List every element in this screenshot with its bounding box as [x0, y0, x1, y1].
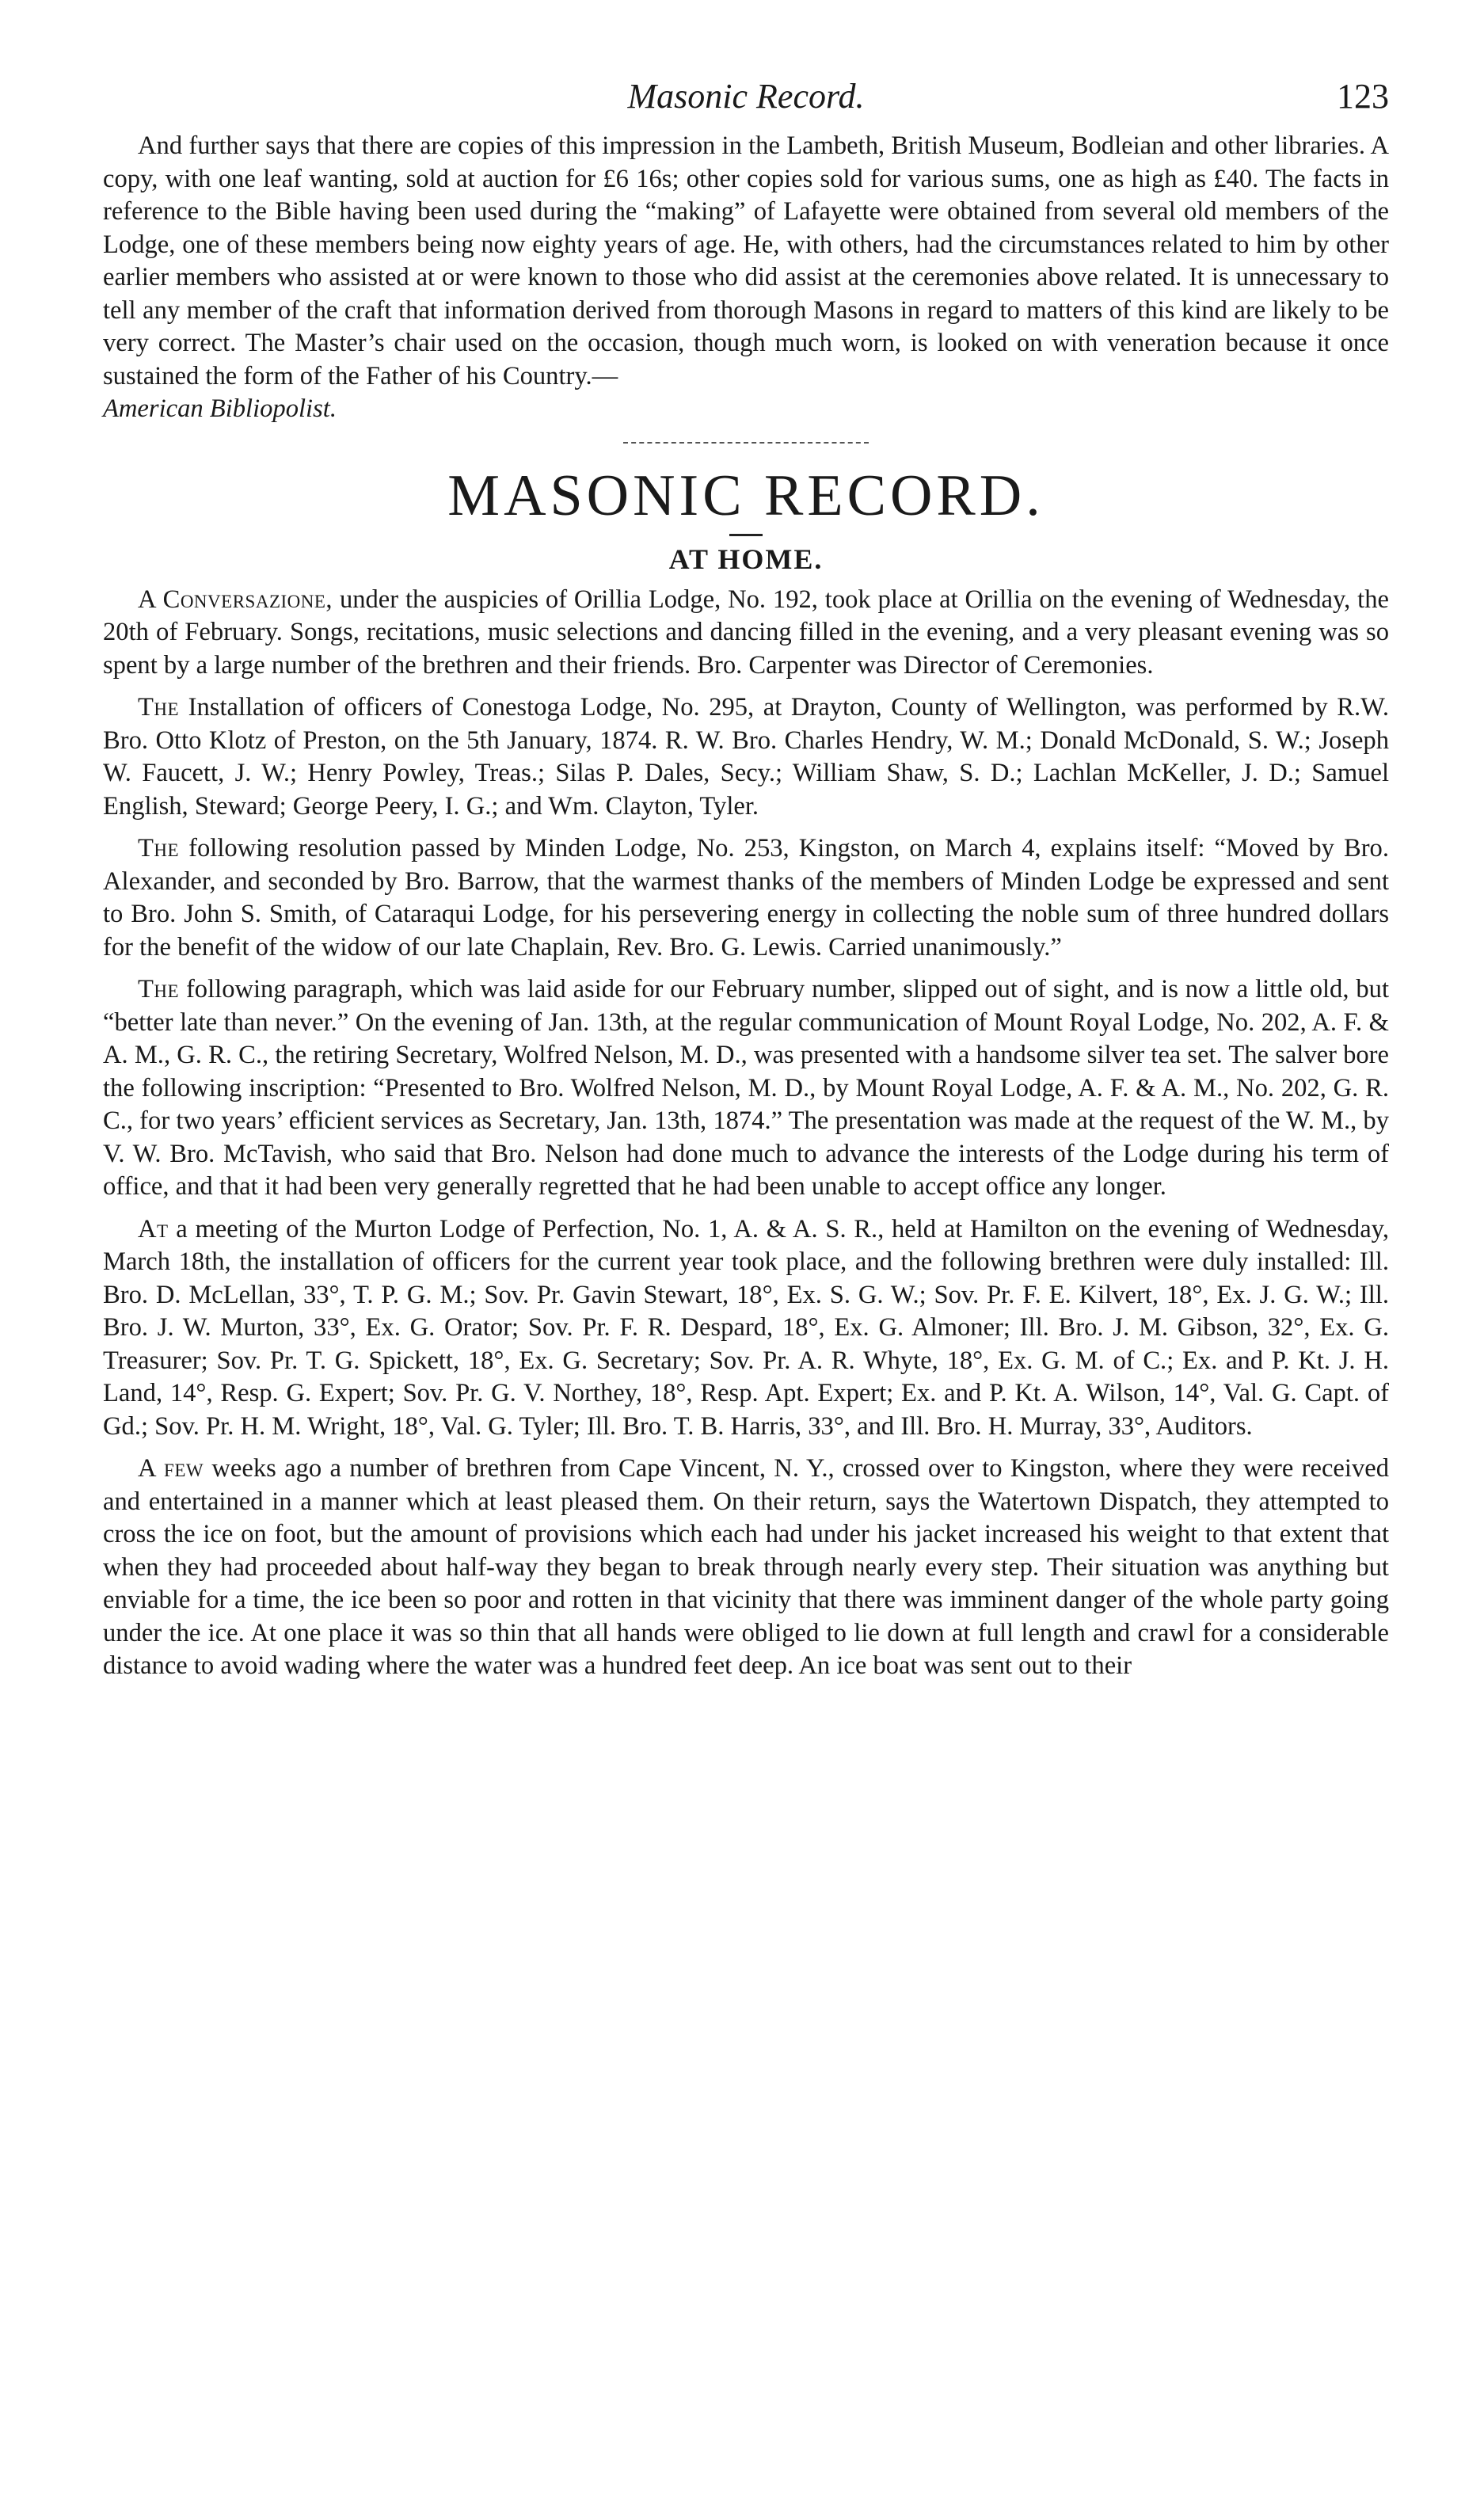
paragraph-presentation — [103, 973, 1389, 1204]
paragraph-cape-vincent — [103, 1453, 1389, 1683]
title-rule — [729, 534, 763, 536]
section-title: MASONIC RECORD. — [447, 463, 1045, 528]
paragraph-lead: A few — [138, 1454, 204, 1483]
running-head-title: Masonic Record. — [627, 77, 865, 116]
page — [103, 73, 1389, 1693]
page-number: 123 — [1337, 77, 1389, 116]
paragraph-text: following paragraph, which was laid aside for our February number, slipped out of sight, and is now a little old, but “better late than never.” On the evening of Jan. 13th, at the regular communication of Mount Royal Lodge, No. 202, A. F. & A. M., G. R. C., the retiring Secretary, Wolfred Nelson, M. D., was presented with a handsome silver tea set. The salver bore the following inscription: “Presented to Bro. Wolfred Nelson, M. D., by Mount Royal Lodge, A. F. & A. M., No. 202, G. R. C., for two years’ efficient services as Secretary, Jan. 13th, 1874.” The presentation was made at the request of the W. M., by V. W. Bro. McTavish, who said that Bro. Nelson had done much to advance the interests of the Lodge during his term of office, and that it had been very generally regretted that he had been unable to accept office any longer. — [103, 975, 1389, 1201]
paragraph-text: a meeting of the Murton Lodge of Perfection, No. 1, A. & A. S. R., held at Hamilton on the evening of Wednesday, March 18th, the installation of officers for the current year took place, and the following brethren were duly installed: Ill. Bro. D. McLellan, 33°, T. P. G. M.; Sov. Pr. Gavin Stewart, 18°, Ex. S. G. W.; Sov. Pr. F. E. Kilvert, 18°, Ex. J. G. W.; Ill. Bro. J. W. Murton, 33°, Ex. G. Orator; Sov. Pr. F. R. Despard, 18°, Ex. G. Almoner; Ill. Bro. J. M. Gibson, 32°, Ex. G. Treasurer; Sov. Pr. T. G. Spickett, 18°, Ex. G. Secretary; Sov. Pr. A. R. Whyte, 18°, Ex. G. M. of C.; Ex. and P. Kt. J. H. Land, 14°, Resp. G. Expert; Sov. Pr. G. V. Northey, 18°, Resp. Apt. Expert; Ex. and P. Kt. A. Wilson, 14°, Val. G. Capt. of Gd.; Sov. Pr. H. M. Wright, 18°, Val. G. Tyler; Ill. Bro. T. B. Harris, 33°, and Ill. Bro. H. Murray, 33°, Auditors. — [103, 1214, 1389, 1441]
paragraph-lead: The — [138, 975, 180, 1003]
intro-paragraph-text: And further says that there are copies of this impression in the Lambeth, British Museum, Bodleian and other libraries. A copy, with one leaf wanting, sold at auction for £6 16s; other copies sold for various sums, one as high as £40. The facts in reference to the Bible having been used during the “making” of Lafayette were obtained from several old members of the Lodge, one of these members being now eighty years of age. He, with others, had the circumstances related to him by other earlier members who assisted at or were known to those who did assist at the ceremonies above related. It is unnecessary to tell any member of the craft that information derived from thorough Masons in regard to matters of this kind are likely to be very correct. The Master’s chair used on the occasion, though much worn, is looked on with veneration because it once sustained the form of the Father of his Country.— — [103, 131, 1389, 390]
paragraph-lead: At — [138, 1214, 169, 1243]
paragraph-text: weeks ago a number of brethren from Cape Vincent, N. Y., crossed over to Kingston, where they were received and entertained in a manner which at least pleased them. On their return, says the Watertown Dispatch, they attempted to cross the ice on foot, but the amount of provisions which each had under his jacket increased his weight to that extent that when they had proceeded about half-way they began to break through nearly every step. Their situation was anything but enviable for a time, the ice been so poor and rotten in that vicinity that there was imminent danger of the whole party going under the ice. At one place it was so thin that all hands were obliged to lie down at full length and crawl for a considerable distance to avoid wading where the water was a hundred feet deep. An ice boat was sent out to their — [103, 1454, 1389, 1680]
paragraph-murton-lodge — [103, 1213, 1389, 1444]
paragraph-text: under the auspicies of Orillia Lodge, No. 192, took place at Orillia on the evening of Wednesday, the 20th of February. Songs, recitations, music selections and dancing filled in the evening, and a very pleasant evening was so spent by a large number of the brethren and their friends. Bro. Carpenter was Director of Ceremonies. — [103, 585, 1389, 680]
running-head — [103, 73, 1389, 130]
section-divider — [103, 436, 1389, 451]
intro-paragraph — [103, 130, 1389, 426]
section-subtitle: AT HOME. — [668, 543, 824, 575]
paragraph-lead: The — [138, 693, 180, 722]
paragraph-text: Installation of officers of Conestoga Lodge, No. 295, at Drayton, County of Wellington, was performed by R.W. Bro. Otto Klotz of Preston, on the 5th January, 1874. R. W. Bro. Charles Hendry, W. M.; Donald McDonald, S. W.; Joseph W. Faucett, J. W.; Henry Powley, Treas.; Silas P. Dales, Secy.; William Shaw, S. D.; Lachlan McKeller, J. D.; Samuel English, Steward; George Peery, I. G.; and Wm. Clayton, Tyler. — [103, 693, 1389, 821]
paragraph-resolution — [103, 832, 1389, 964]
paragraph-installation — [103, 691, 1389, 823]
paragraph-text: following resolution passed by Minden Lodge, No. 253, Kingston, on March 4, explains itself: “Moved by Bro. Alexander, and seconded by Bro. Barrow, that the warmest thanks of the members of Minden Lodge be expressed and sent to Bro. John S. Smith, of Cataraqui Lodge, for his persevering energy in collecting the noble sum of three hundred dollars for the benefit of the widow of our late Chaplain, Rev. Bro. G. Lewis. Carried unanimously.” — [103, 834, 1389, 962]
intro-signature: American Bibliopolist. — [103, 394, 337, 423]
paragraph-lead: A Conversazione, — [138, 585, 333, 614]
paragraph-lead: The — [138, 834, 180, 863]
paragraph-conversazione — [103, 584, 1389, 683]
